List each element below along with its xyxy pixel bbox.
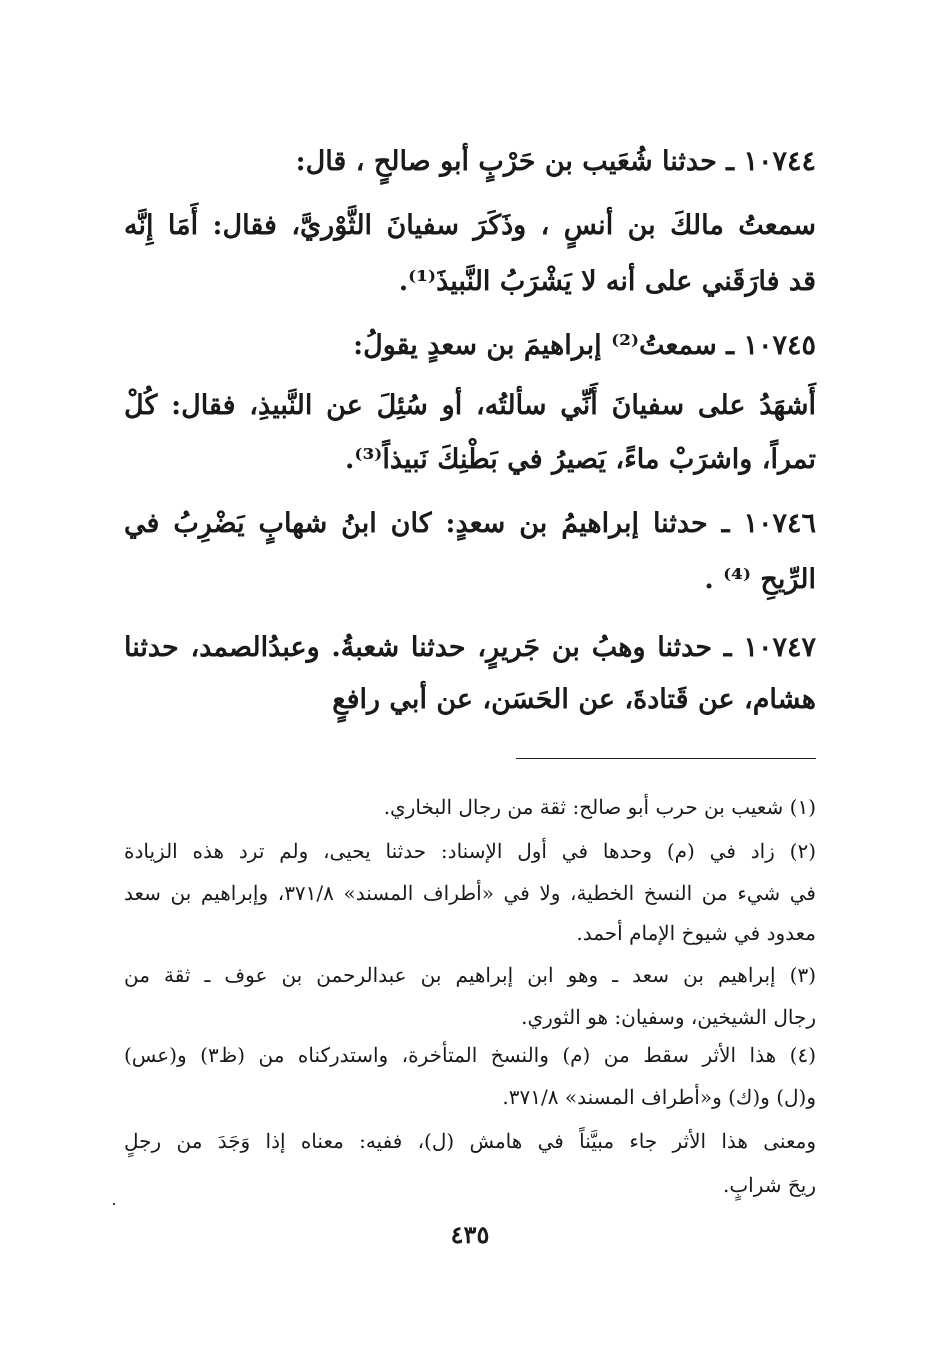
hadith-number: ١٠٧٤٤ bbox=[743, 146, 816, 177]
footnote-2-line-2: في شيء من النسخ الخطية، ولا في «أطراف المسند» ٣٧١/٨، وإبراهيم بن سعد bbox=[124, 881, 816, 905]
footnote-2-line-1: (٢) زاد في (م) وحدها في أول الإسناد: حدثنا يحيى، ولم ترد هذه الزيادة bbox=[124, 839, 817, 863]
hadith-10744-line-3: قد فارَقَني على أنه لا يَشْرَبُ النَّبيذَ⁽¹⁾. bbox=[398, 266, 816, 297]
page-number: ٤٣٥ bbox=[450, 1220, 490, 1249]
footnote-1: (١) شعيب بن حرب أبو صالح: ثقة من رجال البخاري. bbox=[383, 795, 816, 819]
hadith-text: ـ حدثنا إبراهيمُ بن سعدٍ: كان ابنُ شهابٍ يَضْرِبُ في bbox=[124, 508, 730, 539]
hadith-10744-line-1 bbox=[124, 142, 816, 182]
margin-speck bbox=[113, 1203, 115, 1205]
hadith-text: ـ حدثنا شُعَيب بن حَرْبٍ أبو صالحٍ ، قال: bbox=[295, 146, 735, 177]
footnote-4-line-2: و(ل) و(ك) و«أطراف المسند» ٣٧١/٨. bbox=[502, 1085, 816, 1109]
hadith-10747-line-2: هشام، عن قَتادةَ، عن الحَسَن، عن أبي رافعٍ bbox=[332, 684, 816, 715]
hadith-10744-line-2: سمعتُ مالكَ بن أنسٍ ، وذَكَرَ سفيانَ الثَّوْريَّ، فقال: أَمَا إِنَّه bbox=[124, 210, 816, 241]
hadith-10747-line-1 bbox=[124, 628, 816, 668]
footnote-4-line-3: ومعنى هذا الأثر جاء مبيَّناً في هامش (ل)، ففيه: معناه إذا وَجَدَ من رجلٍ bbox=[124, 1129, 816, 1153]
footnote-4-line-4: ريحَ شرابٍ. bbox=[722, 1173, 816, 1197]
footnote-2-line-3: معدود في شيوخ الإمام أحمد. bbox=[576, 921, 816, 945]
footnote-separator bbox=[516, 758, 816, 759]
hadith-10746-line-1 bbox=[124, 504, 816, 544]
hadith-10745-line-1 bbox=[124, 326, 816, 366]
hadith-number: ١٠٧٤٦ bbox=[743, 508, 816, 539]
hadith-text: ـ حدثنا وهبُ بن جَريرٍ، حدثنا شعبةُ. وعبدُالصمد، حدثنا bbox=[124, 632, 732, 663]
hadith-10745-line-2: أَشهَدُ على سفيانَ أَنِّي سألتُه، أو سُئِلَ عن النَّبيذِ، فقال: كُلْ bbox=[124, 390, 816, 421]
hadith-10746-line-2: الرِّيحِ ⁽⁴⁾ . bbox=[704, 564, 816, 595]
hadith-10745-line-3: تمراً، واشرَبْ ماءً، يَصيرُ في بَطْنِكَ نَبيذاً⁽³⁾. bbox=[345, 444, 816, 475]
hadith-number: ١٠٧٤٥ bbox=[743, 330, 816, 361]
hadith-text: ـ سمعتُ⁽²⁾ إبراهيمَ بن سعدٍ يقولُ: bbox=[353, 330, 735, 361]
footnote-3-line-2: رجال الشيخين، وسفيان: هو الثوري. bbox=[521, 1005, 816, 1029]
footnote-3-line-1: (٣) إبراهيم بن سعد ـ وهو ابن إبراهيم بن عبدالرحمن بن عوف ـ ثقة من bbox=[124, 963, 817, 987]
footnote-4-line-1: (٤) هذا الأثر سقط من (م) والنسخ المتأخرة، واستدركناه من (ظ٣) و(عس) bbox=[124, 1043, 816, 1067]
hadith-number: ١٠٧٤٧ bbox=[743, 632, 816, 663]
